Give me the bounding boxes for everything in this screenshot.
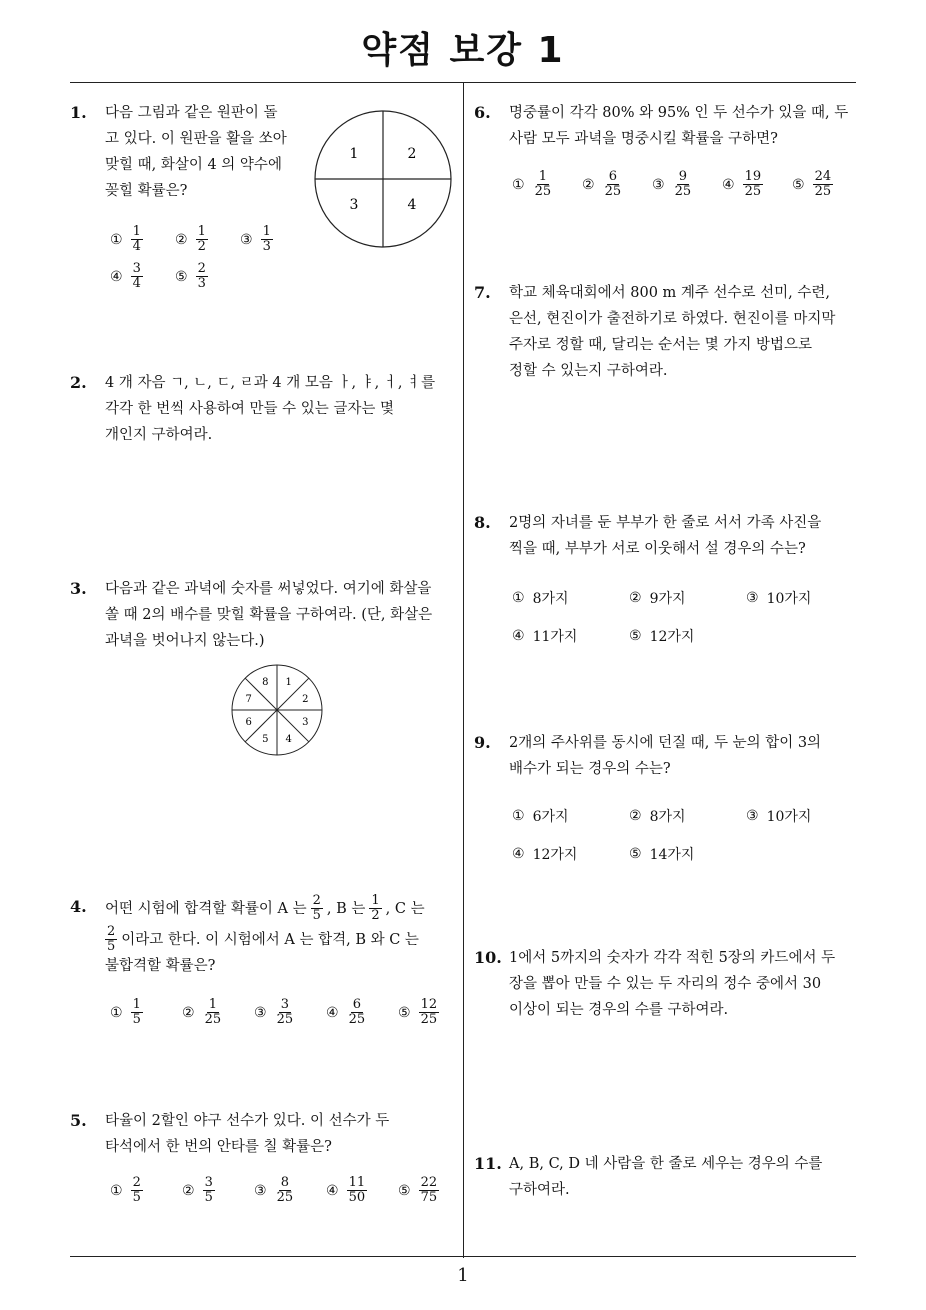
disc-label: 4 (407, 197, 417, 213)
question-text-line: 장을 뽑아 만들 수 있는 두 자리의 정수 중에서 30 (509, 976, 822, 992)
question-text-line: 타율이 2할인 야구 선수가 있다. 이 선수가 두 (105, 1113, 390, 1129)
question-number: 1. (70, 103, 87, 122)
fraction: $\frac{1}{2}$ (371, 893, 380, 923)
choice[interactable]: ② $\frac{3}{5}$ (182, 1175, 213, 1205)
question-1 (70, 100, 310, 199)
page-number: 1 (457, 1265, 469, 1286)
target-label: 7 (245, 693, 252, 705)
choice[interactable]: ④ $\frac{19}{25}$ (722, 169, 762, 199)
choice[interactable]: ③ $\frac{8}{25}$ (254, 1175, 294, 1205)
choice[interactable]: ③ $\frac{9}{25}$ (652, 169, 692, 199)
choice[interactable]: ① $\frac{1}{4}$ (110, 224, 141, 254)
target-label: 6 (245, 717, 252, 729)
question-text-line: 학교 체육대회에서 800 m 계주 선수로 선미, 수련, (509, 285, 831, 301)
target-label: 5 (262, 733, 269, 745)
question-number: 6. (474, 103, 491, 122)
fraction: $\frac{2}{5}$ (107, 924, 116, 954)
question-text-line: 개인지 구하여라. (105, 427, 213, 443)
choice[interactable]: ⑤ $\frac{22}{75}$ (398, 1175, 438, 1205)
question-number: 4. (70, 897, 87, 916)
question-text: , B 는 (326, 900, 366, 917)
question-text-line: 쏠 때 2의 배수를 맞힐 확률을 구하여라. (단, 화살은 (105, 607, 433, 623)
question-text-line: 사람 모두 과녁을 명중시킬 확률을 구하면? (509, 131, 778, 147)
target-label: 3 (302, 717, 309, 729)
choice[interactable]: ① $\frac{2}{5}$ (110, 1175, 141, 1205)
question-text-line: 과녁을 벗어나지 않는다.) (105, 633, 265, 649)
choice-row (110, 225, 305, 254)
disc-label: 3 (349, 197, 359, 213)
question-text-line: 꽂힐 확률은? (105, 183, 188, 199)
choice[interactable]: ④ 12가지 (512, 846, 578, 863)
disc-label: 2 (407, 146, 417, 162)
question-text-line: 정할 수 있는지 구하여라. (509, 363, 668, 379)
question-text: , C 는 (385, 900, 425, 917)
question-text: 이라고 한다. 이 시험에서 A 는 합격, B 와 C 는 (121, 931, 419, 948)
question-text-line: 맞힐 때, 화살이 4 의 약수에 (105, 157, 282, 173)
question-number: 2. (70, 373, 87, 392)
choice[interactable]: ⑤ $\frac{2}{3}$ (175, 261, 206, 291)
choice[interactable]: ③ 10가지 (746, 590, 812, 607)
choice[interactable]: ④ $\frac{3}{4}$ (110, 261, 141, 291)
question-text-line: 다음과 같은 과녁에 숫자를 써넣었다. 여기에 화살을 (105, 581, 432, 597)
choice[interactable]: ① 6가지 (512, 808, 569, 825)
choice[interactable]: ③ $\frac{1}{3}$ (240, 224, 271, 254)
choice-row (110, 1176, 458, 1205)
choice[interactable]: ④ 11가지 (512, 628, 578, 645)
choice[interactable]: ⑤ 14가지 (629, 846, 695, 863)
choice[interactable]: ④ $\frac{11}{50}$ (326, 1175, 366, 1205)
target-label: 1 (285, 677, 292, 689)
fraction: $\frac{2}{5}$ (312, 893, 321, 923)
question-text: 어떤 시험에 합격할 확률이 A 는 (105, 900, 307, 917)
choice-row (512, 844, 746, 864)
question-text-line: 찍을 때, 부부가 서로 이웃해서 설 경우의 수는? (509, 541, 806, 557)
choice[interactable]: ③ $\frac{3}{25}$ (254, 997, 294, 1027)
question-text-line: 이상이 되는 경우의 수를 구하여라. (509, 1002, 729, 1018)
target-label: 8 (262, 677, 269, 689)
choice[interactable]: ② $\frac{1}{25}$ (182, 997, 222, 1027)
question-number: 5. (70, 1111, 87, 1130)
choice[interactable]: ③ 10가지 (746, 808, 812, 825)
disc-label: 1 (349, 146, 359, 162)
question-text-line: 2개의 주사위를 동시에 던질 때, 두 눈의 합이 3의 (509, 735, 822, 751)
question-number: 7. (474, 283, 491, 302)
question-number: 3. (70, 579, 87, 598)
target-diagram (229, 662, 325, 758)
choice-row (110, 262, 240, 291)
choice-row (110, 998, 458, 1027)
choice[interactable]: ⑤ $\frac{12}{25}$ (398, 997, 438, 1027)
question-text-line: 은선, 현진이가 출전하기로 하였다. 현진이를 마지막 (509, 311, 836, 327)
choice-row (512, 170, 852, 199)
question-text-line: 배수가 되는 경우의 수는? (509, 761, 671, 777)
choice[interactable]: ② $\frac{6}{25}$ (582, 169, 622, 199)
choice[interactable]: ① $\frac{1}{5}$ (110, 997, 141, 1027)
choice-row (512, 588, 846, 608)
choice[interactable]: ② 9가지 (629, 590, 686, 607)
bottom-divider (70, 1256, 856, 1257)
page-title: 약점 보강 1 (361, 30, 565, 71)
choice[interactable]: ② $\frac{1}{2}$ (175, 224, 206, 254)
choice[interactable]: ⑤ 12가지 (629, 628, 695, 645)
question-text-line: 명중률이 각각 80% 와 95% 인 두 선수가 있을 때, 두 (509, 105, 849, 121)
question-text-line: 고 있다. 이 원판을 활을 쏘아 (105, 131, 287, 147)
question-text: 불합격할 확률은? (105, 958, 216, 974)
choice[interactable]: ① 8가지 (512, 590, 569, 607)
disc-diagram (312, 108, 454, 250)
question-number: 9. (474, 733, 491, 752)
choice[interactable]: ② 8가지 (629, 808, 686, 825)
question-text-line: 타석에서 한 번의 안타를 칠 확률은? (105, 1139, 332, 1155)
choice-row (512, 626, 746, 646)
question-text-line: 2명의 자녀를 둔 부부가 한 줄로 서서 가족 사진을 (509, 515, 822, 531)
choice[interactable]: ④ $\frac{6}{25}$ (326, 997, 366, 1027)
question-text-line: 구하여라. (509, 1182, 570, 1198)
question-text-line: 주자로 정할 때, 달리는 순서는 몇 가지 방법으로 (509, 337, 813, 353)
question-text-line: 각각 한 번씩 사용하여 만들 수 있는 글자는 몇 (105, 401, 394, 417)
question-text-line: 다음 그림과 같은 원판이 돌 (105, 105, 278, 121)
question-number: 8. (474, 513, 491, 532)
choice-row (512, 806, 846, 826)
question-number: 10. (474, 948, 502, 967)
column-divider (463, 82, 464, 1258)
question-number: 11. (474, 1154, 502, 1173)
question-text-line: 4 개 자음 ㄱ, ㄴ, ㄷ, ㄹ과 4 개 모음 ㅏ, ㅑ, ㅓ, ㅕ를 (105, 375, 436, 391)
choice[interactable]: ① $\frac{1}{25}$ (512, 169, 552, 199)
question-text-line: 1에서 5까지의 숫자가 각각 적힌 5장의 카드에서 두 (509, 950, 836, 966)
target-label: 2 (302, 693, 309, 705)
choice[interactable]: ⑤ $\frac{24}{25}$ (792, 169, 832, 199)
question-text-line: A, B, C, D 네 사람을 한 줄로 세우는 경우의 수를 (509, 1156, 823, 1172)
target-label: 4 (285, 733, 292, 745)
